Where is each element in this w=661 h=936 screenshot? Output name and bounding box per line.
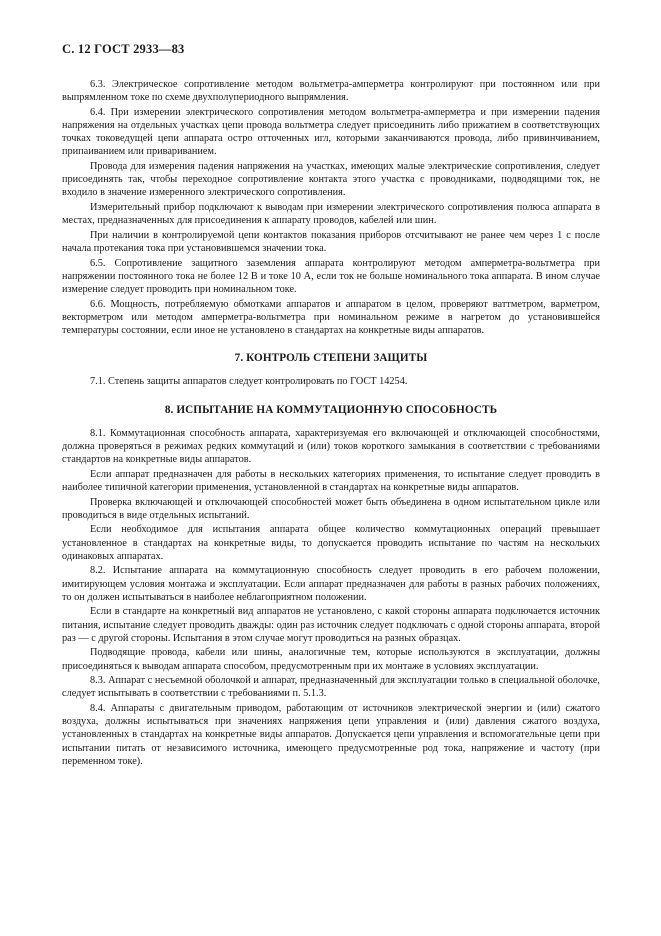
paragraph-6-4-b: Провода для измерения падения напряжения на участках, имеющих малые электрические сопротивления, следует присоединять так, чтобы переходное сопротивление контакта этого участка с проводниками, подводящими ток, не входило в значение измеренного электрического сопротивления.	[62, 161, 600, 199]
paragraph-8-3: 8.3. Аппарат с несъемной оболочкой и аппарат, предназначенный для эксплуатации только в специальной оболочке, следует испытывать в соответствии с требованиями п. 5.1.3.	[62, 675, 600, 700]
document-body	[62, 78, 600, 769]
section-7-heading: 7. КОНТРОЛЬ СТЕПЕНИ ЗАЩИТЫ	[234, 352, 428, 365]
page-header: С. 12 ГОСТ 2933—83	[62, 42, 185, 56]
paragraph-7-1: 7.1. Степень защиты аппаратов следует контролировать по ГОСТ 14254.	[90, 376, 408, 388]
paragraph-8-2-b: Если в стандарте на конкретный вид аппаратов не установлено, с какой стороны аппарата подключается источник питания, испытание следует проводить дважды: один раз источник следует подключать с одной стороны аппарата, второй раз — с другой стороны. Испытания в этом случае могут проводиться на разных образцах.	[62, 606, 600, 644]
paragraph-8-2-c: Подводящие провода, кабели или шины, аналогичные тем, которые используются в эксплуатации, должны присоединяться к выводам аппарата способом, предусмотренным при их монтаже в условиях эксплуатации.	[62, 647, 600, 672]
paragraph-8-4: 8.4. Аппараты с двигательным приводом, работающим от источников электрической энергии и (или) сжатого воздуха, должны испытываться при значениях напряжения цепи управления и (или) давления сжатого воздуха, установленных в стандартах на конкретные виды аппаратов. Допускается цепи управления и вспомогательные цепи при испытании питать от независимого источника, имеющего предусмотренные род тока, напряжение и частоту (при переменном токе).	[62, 703, 600, 767]
paragraph-8-2: 8.2. Испытание аппарата на коммутационную способность следует проводить в его рабочем положении, имитирующем условия монтажа и эксплуатации. Если аппарат предназначен для работы в разных рабочих положениях, то он должен испытываться в наиболее неблагоприятном положении.	[62, 565, 600, 603]
paragraph-8-1-c: Проверка включающей и отключающей способностей может быть объединена в одном испытательном цикле или проводиться в виде отдельных испытаний.	[62, 496, 600, 521]
paragraph-6-4-d: При наличии в контролируемой цепи контактов показания приборов отсчитывают не ранее чем через 1 с после начала протекания тока при установившемся значении тока.	[62, 229, 600, 254]
paragraph-6-3: 6.3. Электрическое сопротивление методом вольтметра-амперметра контролируют при постоянном или при выпрямленном токе по схеме двухполупериодного выпрямления.	[62, 79, 600, 104]
paragraph-6-4-c: Измерительный прибор подключают к выводам при измерении электрического сопротивления полюса аппарата в местах, предназначенных для присоединения к аппарату проводов, кабелей или шин.	[62, 202, 600, 227]
paragraph-6-6: 6.6. Мощность, потребляемую обмотками аппаратов и аппаратом в целом, проверяют ваттметром, варметром, векторметром или методом амперметра-вольтметра при номинальном режиме в нагретом до установившейся температуры состоянии, если иное не установлено в стандартах на конкретные виды аппаратов.	[62, 298, 600, 336]
section-8-heading: 8. ИСПЫТАНИЕ НА КОММУТАЦИОННУЮ СПОСОБНОСТЬ	[164, 403, 498, 416]
paragraph-8-1-b: Если аппарат предназначен для работы в нескольких категориях применения, то испытание следует проводить в наиболее типичной категории применения, установленной в стандартах на конкретные виды аппаратов.	[62, 468, 600, 494]
paragraph-8-1-d: Если необходимое для испытания аппарата общее количество коммутационных операций превышает установленное в стандартах на конкретные виды, то допускается проводить испытание по частям на нескольких одинаковых аппаратах.	[62, 524, 600, 562]
paragraph-8-1: 8.1. Коммутационная способность аппарата, характеризуемая его включающей и отключающей способностями, должна проверяться в режимах редких коммутаций и (или) токов короткого замыкания в соответствии с требованиями стандартов на конкретные виды аппаратов.	[62, 427, 600, 466]
paragraph-6-4: 6.4. При измерении электрического сопротивления методом вольтметра-амперметра и при измерении падения напряжения на отдельных участках цепи провода вольтметра следует присоединить либо прижатием в соответствующих точках токоведущей цепи аппарата остро отточенных игл, которыми заканчиваются провода, либо привинчиванием, припаиванием или привариванием.	[62, 106, 600, 158]
paragraph-6-5: 6.5. Сопротивление защитного заземления аппарата контролируют методом амперметра-вольтметра при напряжении постоянного тока не более 12 В и токе 10 А, если ток не больше номинального тока аппарата. В ином случае измерение следует проводить при номинальном токе.	[62, 257, 600, 295]
